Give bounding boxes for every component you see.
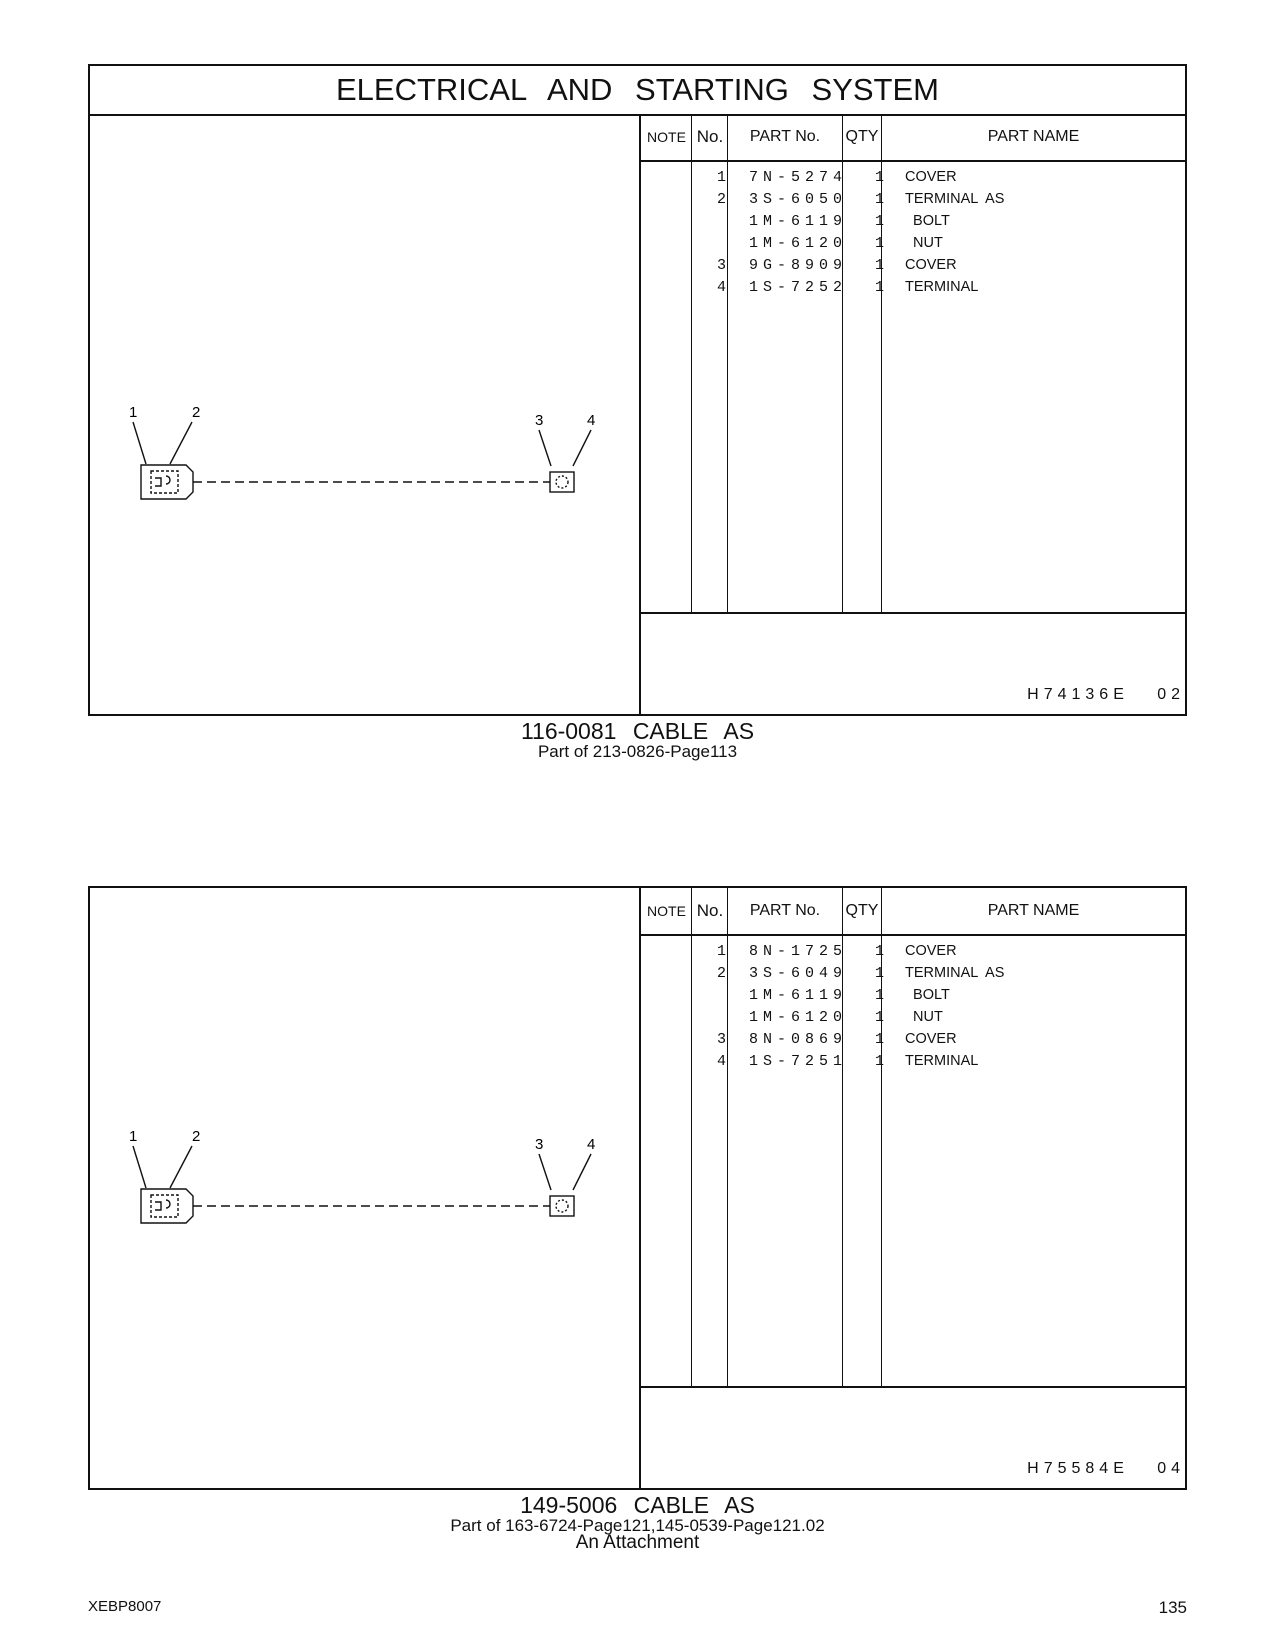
caption-title: 149-5006 CABLE AS [520,1492,755,1518]
cable-illustration-2 [90,888,639,1488]
part-name: COVER [905,169,957,185]
part-number: 3S-6049 [748,965,847,982]
caption-2 [88,1492,1187,1554]
callout-2: 2 [192,1128,201,1145]
item-number: 3 [716,1031,726,1048]
table-row [641,257,1185,280]
parts-table-1 [639,114,1185,714]
part-name: COVER [905,943,957,959]
part-number: 8N-1725 [748,943,847,960]
quantity: 1 [874,1031,884,1048]
header-part-no: PART No. [749,902,821,919]
section-title: ELECTRICAL AND STARTING SYSTEM [90,66,1185,116]
page-number: 135 [1158,1598,1187,1617]
table-row [641,279,1185,302]
quantity: 1 [874,169,884,186]
part-name: NUT [905,235,943,251]
cable-illustration-1 [90,114,639,714]
header-note: NOTE [647,903,686,919]
caption-subtitle: Part of 213-0826-Page113 [537,742,738,761]
table-row [641,213,1185,236]
parts-panel-2 [88,886,1187,1490]
table-row [641,943,1185,966]
header-qty: QTY [845,128,879,145]
cable-diagram-2 [90,888,639,1488]
item-number: 3 [716,257,726,274]
part-name: TERMINAL AS [905,191,1005,207]
item-number: 2 [716,191,726,208]
header-no: No. [696,901,724,920]
part-number: 3S-6050 [748,191,847,208]
quantity: 1 [874,257,884,274]
table-row [641,965,1185,988]
quantity: 1 [874,279,884,296]
quantity: 1 [874,213,884,230]
part-name: COVER [905,257,957,273]
part-name: BOLT [905,987,950,1003]
callout-3: 3 [535,1136,544,1153]
quantity: 1 [874,943,884,960]
header-no: No. [696,127,724,146]
table-header [641,114,1185,162]
table-row [641,987,1185,1010]
caption-subtitle: Part of 163-6724-Page121,145-0539-Page121.02 [450,1516,825,1535]
parts-table-2 [639,888,1185,1488]
part-number: 1M-6119 [748,987,847,1004]
table-row [641,191,1185,214]
callout-4: 4 [587,1136,596,1153]
part-number: 8N-0869 [748,1031,847,1048]
table-row [641,1053,1185,1076]
quantity: 1 [874,987,884,1004]
part-number: 1M-6119 [748,213,847,230]
part-name: NUT [905,1009,943,1025]
part-name: COVER [905,1031,957,1047]
callout-2: 2 [192,404,201,421]
part-number: 7N-5274 [748,169,847,186]
part-name: TERMINAL [905,279,979,295]
header-note: NOTE [647,129,686,145]
table-row [641,169,1185,192]
caption-subtitle-2: An Attachment [575,1532,700,1553]
header-part-name: PART NAME [987,128,1080,145]
header-qty: QTY [845,902,879,919]
quantity: 1 [874,235,884,252]
part-number: 1S-7252 [748,279,847,296]
part-name: BOLT [905,213,950,229]
table-row [641,1031,1185,1054]
parts-panel-1 [88,64,1187,716]
reference-code: H74136E 02 [1027,686,1185,703]
item-number: 4 [716,1053,726,1070]
item-number: 1 [716,943,726,960]
part-number: 1S-7251 [748,1053,847,1070]
callout-1: 1 [129,1128,138,1145]
item-number: 1 [716,169,726,186]
table-header [641,888,1185,936]
quantity: 1 [874,965,884,982]
header-part-name: PART NAME [987,902,1080,919]
quantity: 1 [874,191,884,208]
document-id: XEBP8007 [88,1598,162,1615]
reference-code: H75584E 04 [1027,1460,1185,1477]
callout-3: 3 [535,412,544,429]
part-name: TERMINAL [905,1053,979,1069]
item-number: 4 [716,279,726,296]
part-number: 1M-6120 [748,235,847,252]
header-part-no: PART No. [749,128,821,145]
part-number: 1M-6120 [748,1009,847,1026]
part-number: 9G-8909 [748,257,847,274]
caption-1 [88,718,1187,762]
quantity: 1 [874,1053,884,1070]
part-name: TERMINAL AS [905,965,1005,981]
table-row [641,1009,1185,1032]
callout-1: 1 [129,404,138,421]
caption-title: 116-0081 CABLE AS [520,718,755,744]
item-number: 2 [716,965,726,982]
quantity: 1 [874,1009,884,1026]
callout-4: 4 [587,412,596,429]
table-row [641,235,1185,258]
cable-diagram-1 [90,114,639,714]
